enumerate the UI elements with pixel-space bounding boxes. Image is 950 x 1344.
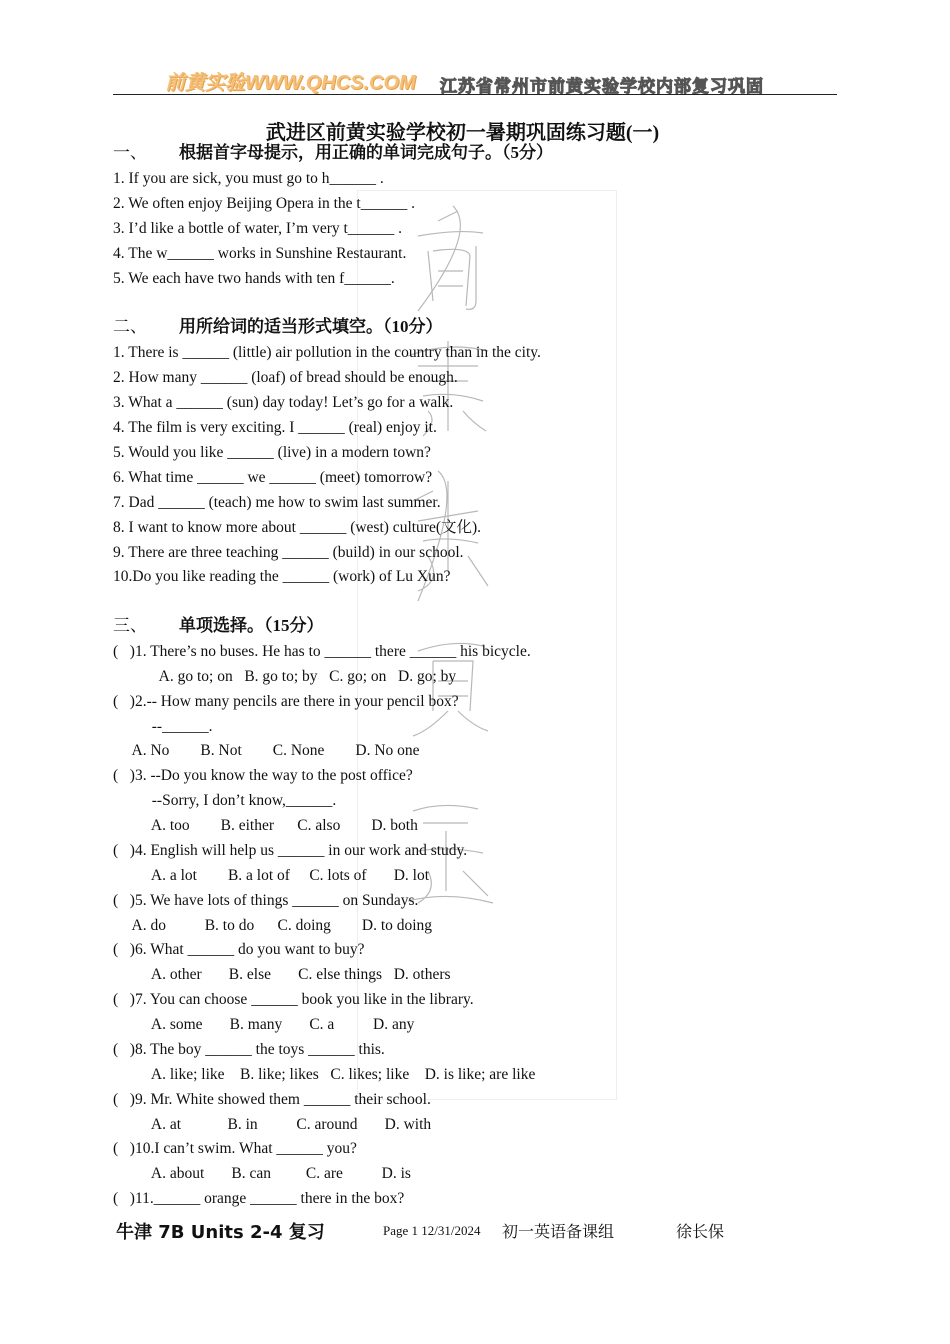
options-line: A. go to; on B. go to; by C. go; on D. go; by: [113, 668, 457, 685]
options-line: A. too B. either C. also D. both: [113, 817, 418, 834]
school-banner: 江苏省常州市前黄实验学校内部复习巩固: [440, 77, 764, 97]
question-line: 4. The w______ works in Sunshine Restaurant.: [113, 245, 407, 262]
question-line: ( )9. Mr. White showed them ______ their school.: [113, 1091, 431, 1108]
question-line: 6. What time ______ we ______ (meet) tomorrow?: [113, 469, 433, 486]
question-line: 8. I want to know more about ______ (west) culture(文化).: [113, 519, 482, 536]
question-line: ( )2.-- How many pencils are there in your pencil box?: [113, 693, 459, 710]
header-rule: [113, 94, 837, 95]
section-title: 单项选择。（15分）: [179, 616, 324, 635]
options-line: A. like; like B. like; likes C. likes; like D. is like; are like: [113, 1066, 536, 1083]
question-line: ( )5. We have lots of things ______ on Sundays.: [113, 892, 419, 909]
footer-page-number: Page 1 12/31/2024: [383, 1223, 481, 1238]
question-line: ( )3. --Do you know the way to the post office?: [113, 767, 413, 784]
footer-unit: 牛津 7B Units 2-4 复习: [116, 1222, 325, 1243]
question-line: 5. We each have two hands with ten f______.: [113, 270, 395, 287]
question-line: --Sorry, I don’t know,______.: [113, 792, 337, 809]
options-line: A. do B. to do C. doing D. to doing: [113, 917, 433, 934]
question-line: 3. I’d like a bottle of water, I’m very t______ .: [113, 220, 403, 237]
question-line: 1. If you are sick, you must go to h______ .: [113, 170, 384, 187]
section-title: 用所给词的适当形式填空。（10分）: [179, 317, 443, 336]
options-line: A. other B. else C. else things D. others: [113, 966, 451, 983]
question-line: 2. How many ______ (loaf) of bread should be enough.: [113, 369, 458, 386]
question-line: 1. There is ______ (little) air pollution in the country than in the city.: [113, 344, 541, 361]
footer-group: 初一英语备课组: [502, 1224, 615, 1241]
question-line: --______.: [113, 718, 213, 735]
question-line: 9. There are three teaching ______ (build) in our school.: [113, 544, 464, 561]
question-line: ( )6. What ______ do you want to buy?: [113, 941, 365, 958]
question-line: ( )1. There’s no buses. He has to ______ there ______ his bicycle.: [113, 643, 531, 660]
section-3-heading: [113, 616, 324, 636]
footer-teacher: 徐长保: [676, 1224, 725, 1241]
section-1-heading: [113, 143, 553, 163]
question-line: ( )11.______ orange ______ there in the box?: [113, 1190, 405, 1207]
options-line: A. about B. can C. are D. is: [113, 1165, 411, 1182]
question-line: 3. What a ______ (sun) day today! Let’s go for a walk.: [113, 394, 454, 411]
section-2-heading: [113, 317, 443, 337]
page-title: 武进区前黄实验学校初一暑期巩固练习题(一): [265, 122, 660, 144]
section-number: 二、: [113, 317, 147, 336]
question-line: 4. The film is very exciting. I ______ (real) enjoy it.: [113, 419, 437, 436]
section-number: 一、: [113, 143, 147, 162]
question-line: 10.Do you like reading the ______ (work) of Lu Xun?: [113, 568, 451, 585]
question-line: 5. Would you like ______ (live) in a modern town?: [113, 444, 431, 461]
question-line: ( )10.I can’t swim. What ______ you?: [113, 1140, 357, 1157]
question-line: 7. Dad ______ (teach) me how to swim last summer.: [113, 494, 441, 511]
options-line: A. some B. many C. a D. any: [113, 1016, 415, 1033]
question-line: ( )4. English will help us ______ in our work and study.: [113, 842, 468, 859]
section-title: 根据首字母提示，用正确的单词完成句子。（5分）: [179, 143, 553, 162]
section-number: 三、: [113, 616, 147, 635]
question-line: 2. We often enjoy Beijing Opera in the t______ .: [113, 195, 415, 212]
question-line: ( )7. You can choose ______ book you like in the library.: [113, 991, 474, 1008]
options-line: A. No B. Not C. None D. No one: [113, 742, 420, 759]
question-line: ( )8. The boy ______ the toys ______ this.: [113, 1041, 385, 1058]
site-logo-text: 前黄实验WWW.QHCS.COM: [165, 72, 416, 94]
options-line: A. at B. in C. around D. with: [113, 1116, 432, 1133]
options-line: A. a lot B. a lot of C. lots of D. lot: [113, 867, 430, 884]
